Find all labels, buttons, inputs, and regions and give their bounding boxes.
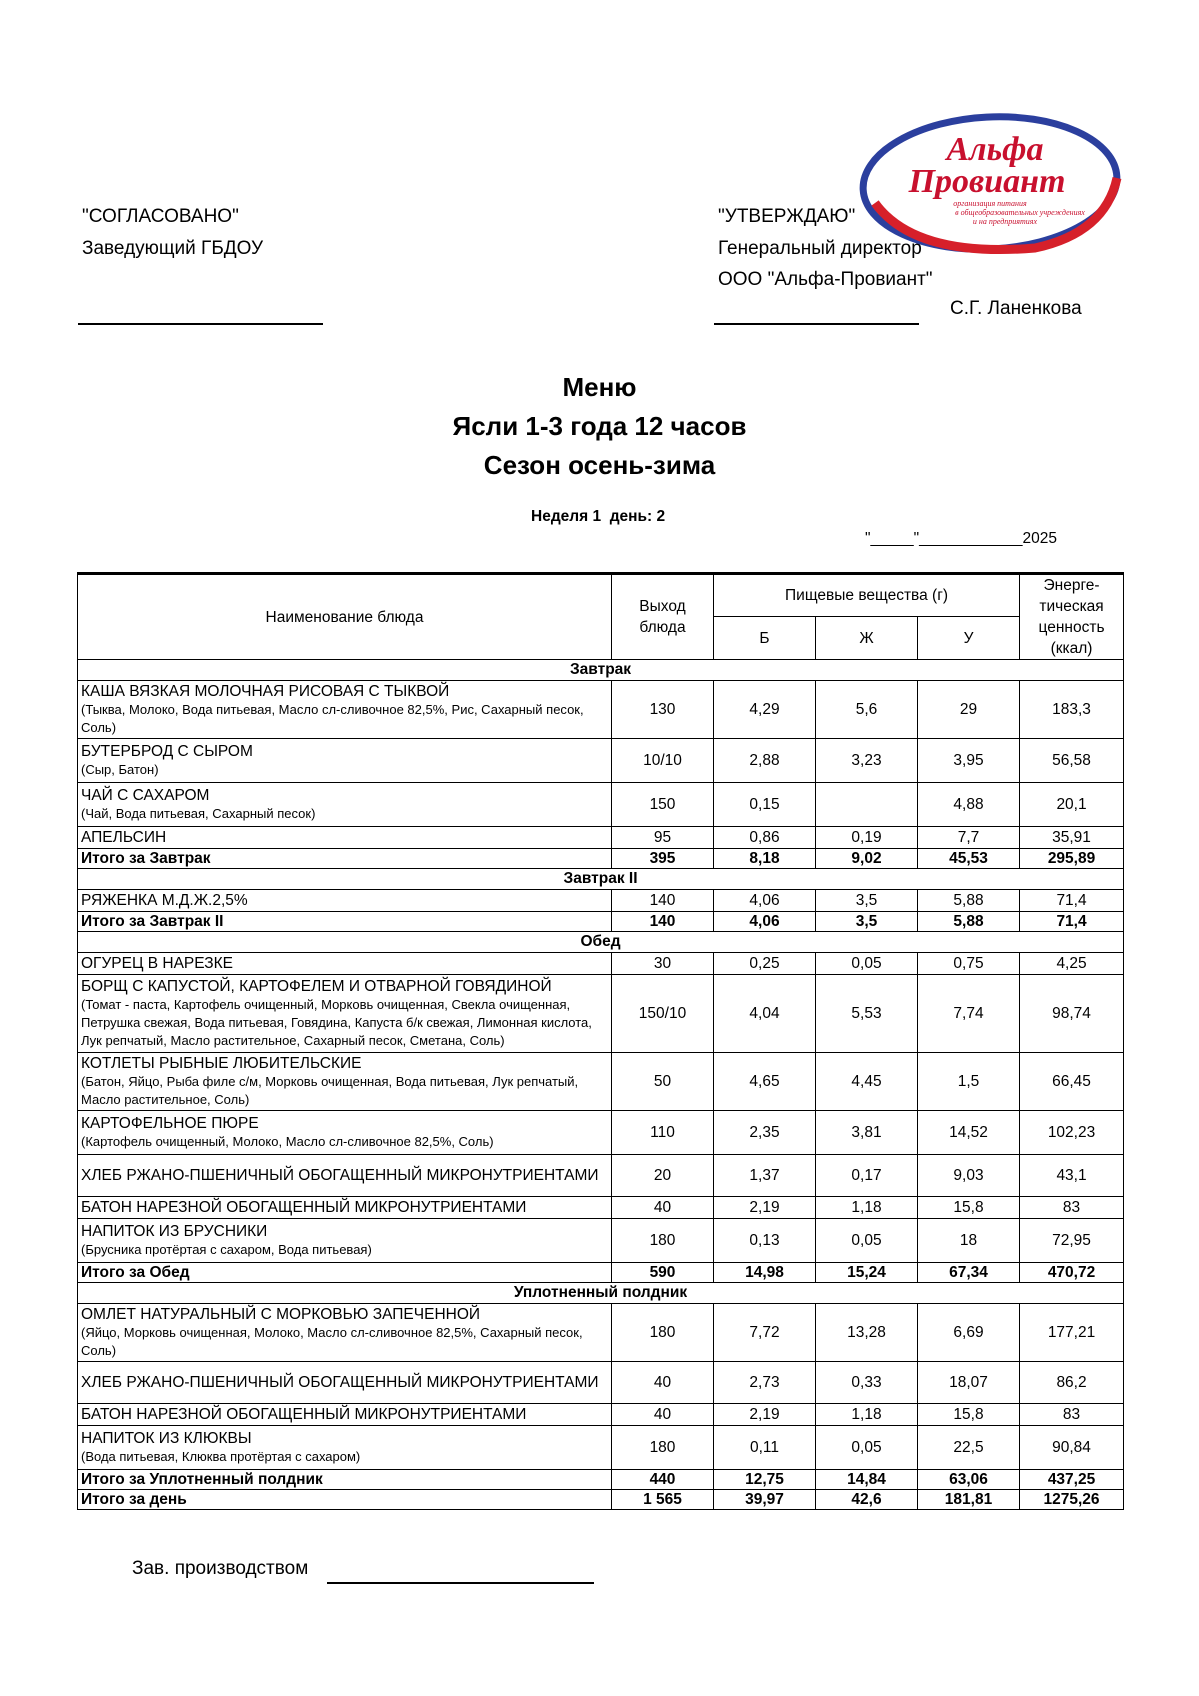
total-u: 5,88 <box>918 912 1020 932</box>
header-yield: Выход блюда <box>612 574 714 660</box>
total-kcal: 470,72 <box>1020 1263 1124 1283</box>
dish-name: ХЛЕБ РЖАНО-ПШЕНИЧНЫЙ ОБОГАЩЕННЫЙ МИКРОНУТРИЕНТАМИ <box>81 1374 599 1391</box>
dish-name: НАПИТОК ИЗ БРУСНИКИ <box>81 1223 268 1240</box>
date-line: "_____"____________2025 <box>865 530 1058 547</box>
dish-u: 3,95 <box>918 739 1020 783</box>
approval-left-position: Заведующий ГБДОУ <box>82 238 264 259</box>
dish-cell <box>78 1197 612 1219</box>
header-nutrients: Пищевые вещества (г) <box>714 574 1020 617</box>
dish-name: КАША ВЯЗКАЯ МОЛОЧНАЯ РИСОВАЯ С ТЫКВОЙ <box>81 683 450 700</box>
dish-name: НАПИТОК ИЗ КЛЮКВЫ <box>81 1430 252 1447</box>
section-header-row <box>78 932 1124 953</box>
dish-cell <box>78 783 612 827</box>
dish-u: 9,03 <box>918 1155 1020 1197</box>
dish-yield: 150/10 <box>612 975 714 1053</box>
day-total-row <box>78 1490 1124 1510</box>
section-total-row <box>78 849 1124 869</box>
header-carbs: У <box>918 617 1020 660</box>
dish-b: 2,19 <box>714 1404 816 1426</box>
dish-row <box>78 1155 1124 1197</box>
dish-zh: 1,18 <box>816 1197 918 1219</box>
dish-kcal: 98,74 <box>1020 975 1124 1053</box>
dish-zh: 0,05 <box>816 953 918 975</box>
dish-cell <box>78 1426 612 1470</box>
dish-b: 1,37 <box>714 1155 816 1197</box>
logo-tagline1: организация питания <box>953 199 1027 208</box>
total-label: Итого за Завтрак <box>78 849 612 869</box>
dish-b: 2,73 <box>714 1362 816 1404</box>
dish-ingredients: (Вода питьевая, Клюква протёртая с сахаром) <box>81 1449 361 1464</box>
dish-row <box>78 1404 1124 1426</box>
total-label: Итого за Уплотненный полдник <box>78 1470 612 1490</box>
total-b: 14,98 <box>714 1263 816 1283</box>
header-energy: Энерге-тическая ценность (ккал) <box>1020 574 1124 660</box>
header-dish-name: Наименование блюда <box>78 574 612 660</box>
dish-b: 2,19 <box>714 1197 816 1219</box>
dish-b: 4,06 <box>714 890 816 912</box>
dish-kcal: 71,4 <box>1020 890 1124 912</box>
dish-yield: 40 <box>612 1362 714 1404</box>
dish-u: 7,7 <box>918 827 1020 849</box>
menu-table-body <box>78 660 1124 1510</box>
dish-u: 15,8 <box>918 1404 1020 1426</box>
dish-name: КАРТОФЕЛЬНОЕ ПЮРЕ <box>81 1115 259 1132</box>
total-kcal: 71,4 <box>1020 912 1124 932</box>
dish-row <box>78 1219 1124 1263</box>
section-header-row <box>78 869 1124 890</box>
section-header-row <box>78 660 1124 681</box>
dish-zh: 3,81 <box>816 1111 918 1155</box>
dish-yield: 140 <box>612 890 714 912</box>
logo-tagline3: и на предприятиях <box>972 217 1038 226</box>
dish-row <box>78 975 1124 1053</box>
dish-cell <box>78 890 612 912</box>
dish-name: БОРЩ С КАПУСТОЙ, КАРТОФЕЛЕМ И ОТВАРНОЙ ГОВЯДИНОЙ <box>81 978 552 995</box>
dish-cell <box>78 1404 612 1426</box>
dish-b: 0,13 <box>714 1219 816 1263</box>
dish-ingredients: (Брусника протёртая с сахаром, Вода питьевая) <box>81 1242 372 1257</box>
dish-cell <box>78 1304 612 1362</box>
company-logo <box>855 108 1125 258</box>
dish-b: 0,86 <box>714 827 816 849</box>
dish-cell <box>78 975 612 1053</box>
total-yield: 395 <box>612 849 714 869</box>
dish-name: ХЛЕБ РЖАНО-ПШЕНИЧНЫЙ ОБОГАЩЕННЫЙ МИКРОНУТРИЕНТАМИ <box>81 1167 599 1184</box>
total-u: 45,53 <box>918 849 1020 869</box>
section-header-row <box>78 1283 1124 1304</box>
dish-zh: 1,18 <box>816 1404 918 1426</box>
dish-yield: 40 <box>612 1404 714 1426</box>
header-fat: Ж <box>816 617 918 660</box>
total-yield: 140 <box>612 912 714 932</box>
section-title: Уплотненный полдник <box>78 1283 1124 1304</box>
dish-zh: 0,33 <box>816 1362 918 1404</box>
dish-b: 0,15 <box>714 783 816 827</box>
dish-zh: 4,45 <box>816 1053 918 1111</box>
dish-kcal: 35,91 <box>1020 827 1124 849</box>
dish-u: 6,69 <box>918 1304 1020 1362</box>
day-total-zh: 42,6 <box>816 1490 918 1510</box>
dish-kcal: 66,45 <box>1020 1053 1124 1111</box>
total-b: 8,18 <box>714 849 816 869</box>
total-kcal: 437,25 <box>1020 1470 1124 1490</box>
dish-cell <box>78 827 612 849</box>
dish-row <box>78 1197 1124 1219</box>
dish-zh: 0,17 <box>816 1155 918 1197</box>
logo-tagline2: в общеобразовательных учреждениях <box>955 208 1085 217</box>
dish-yield: 30 <box>612 953 714 975</box>
dish-ingredients: (Батон, Яйцо, Рыба филе с/м, Морковь очищенная, Вода питьевая, Лук репчатый, Масло растительное, Соль) <box>81 1074 579 1107</box>
dish-row <box>78 1304 1124 1362</box>
dish-cell <box>78 1219 612 1263</box>
dish-u: 18 <box>918 1219 1020 1263</box>
dish-kcal: 43,1 <box>1020 1155 1124 1197</box>
total-b: 12,75 <box>714 1470 816 1490</box>
dish-row <box>78 739 1124 783</box>
dish-b: 2,88 <box>714 739 816 783</box>
approval-right-position: Генеральный директор <box>718 238 922 259</box>
dish-kcal: 4,25 <box>1020 953 1124 975</box>
section-total-row <box>78 1470 1124 1490</box>
dish-u: 5,88 <box>918 890 1020 912</box>
day-total-label: Итого за день <box>78 1490 612 1510</box>
dish-cell <box>78 739 612 783</box>
dish-yield: 20 <box>612 1155 714 1197</box>
dish-u: 14,52 <box>918 1111 1020 1155</box>
dish-name: ОГУРЕЦ В НАРЕЗКЕ <box>81 955 233 972</box>
dish-row <box>78 1111 1124 1155</box>
dish-kcal: 20,1 <box>1020 783 1124 827</box>
dish-kcal: 102,23 <box>1020 1111 1124 1155</box>
dish-name: ОМЛЕТ НАТУРАЛЬНЫЙ С МОРКОВЬЮ ЗАПЕЧЕННОЙ <box>81 1306 481 1323</box>
dish-yield: 130 <box>612 681 714 739</box>
dish-row <box>78 827 1124 849</box>
dish-zh: 13,28 <box>816 1304 918 1362</box>
dish-b: 0,25 <box>714 953 816 975</box>
dish-name: АПЕЛЬСИН <box>81 829 167 846</box>
day-total-u: 181,81 <box>918 1490 1020 1510</box>
dish-yield: 110 <box>612 1111 714 1155</box>
dish-b: 0,11 <box>714 1426 816 1470</box>
section-total-row <box>78 912 1124 932</box>
title-line2: Ясли 1-3 года 12 часов <box>452 411 747 441</box>
dish-b: 4,65 <box>714 1053 816 1111</box>
dish-cell <box>78 1053 612 1111</box>
dish-name: БУТЕРБРОД С СЫРОМ <box>81 743 253 760</box>
day-total-b: 39,97 <box>714 1490 816 1510</box>
dish-yield: 50 <box>612 1053 714 1111</box>
dish-b: 4,29 <box>714 681 816 739</box>
dish-ingredients: (Картофель очищенный, Молоко, Масло сл-сливочное 82,5%, Соль) <box>81 1134 494 1149</box>
dish-name: КОТЛЕТЫ РЫБНЫЕ ЛЮБИТЕЛЬСКИЕ <box>81 1055 362 1072</box>
dish-kcal: 83 <box>1020 1404 1124 1426</box>
footer-label: Зав. производством <box>132 1558 309 1579</box>
day-total-yield: 1 565 <box>612 1490 714 1510</box>
week-day-label: Неделя 1 день: 2 <box>531 508 666 525</box>
dish-b: 4,04 <box>714 975 816 1053</box>
dish-zh: 0,19 <box>816 827 918 849</box>
dish-kcal: 90,84 <box>1020 1426 1124 1470</box>
logo-name-line1: Альфа <box>946 131 1044 168</box>
total-u: 63,06 <box>918 1470 1020 1490</box>
day-total-kcal: 1275,26 <box>1020 1490 1124 1510</box>
dish-kcal: 86,2 <box>1020 1362 1124 1404</box>
dish-row <box>78 890 1124 912</box>
dish-row <box>78 681 1124 739</box>
dish-row <box>78 953 1124 975</box>
dish-cell <box>78 1155 612 1197</box>
title-line1: Меню <box>562 372 637 402</box>
dish-zh: 0,05 <box>816 1219 918 1263</box>
dish-cell <box>78 1362 612 1404</box>
dish-kcal: 56,58 <box>1020 739 1124 783</box>
dish-yield: 10/10 <box>612 739 714 783</box>
total-zh: 3,5 <box>816 912 918 932</box>
header-protein: Б <box>714 617 816 660</box>
approval-left-signature-line <box>78 323 323 325</box>
dish-yield: 40 <box>612 1197 714 1219</box>
total-label: Итого за Обед <box>78 1263 612 1283</box>
dish-u: 29 <box>918 681 1020 739</box>
dish-zh: 3,23 <box>816 739 918 783</box>
dish-row <box>78 1426 1124 1470</box>
dish-zh: 0,05 <box>816 1426 918 1470</box>
dish-zh: 5,6 <box>816 681 918 739</box>
section-title: Завтрак <box>78 660 1124 681</box>
dish-b: 7,72 <box>714 1304 816 1362</box>
dish-yield: 95 <box>612 827 714 849</box>
title-line3: Сезон осень-зима <box>483 450 716 480</box>
dish-yield: 180 <box>612 1304 714 1362</box>
approval-right-signature-line <box>714 323 919 325</box>
dish-kcal: 183,3 <box>1020 681 1124 739</box>
total-b: 4,06 <box>714 912 816 932</box>
total-yield: 440 <box>612 1470 714 1490</box>
dish-u: 18,07 <box>918 1362 1020 1404</box>
dish-ingredients: (Чай, Вода питьевая, Сахарный песок) <box>81 806 316 821</box>
total-yield: 590 <box>612 1263 714 1283</box>
dish-ingredients: (Томат - паста, Картофель очищенный, Морковь очищенная, Свекла очищенная, Петрушка свежая, Вода питьевая, Говядина, Капуста б/к свежая, Лимонная кислота, Лук репчатый, Масло растительное, Сахарный песок, Сметана, Соль) <box>81 997 592 1048</box>
dish-u: 0,75 <box>918 953 1020 975</box>
dish-name: ЧАЙ С САХАРОМ <box>81 787 210 804</box>
dish-row <box>78 1053 1124 1111</box>
dish-kcal: 83 <box>1020 1197 1124 1219</box>
footer-signature-line <box>327 1582 594 1584</box>
dish-kcal: 72,95 <box>1020 1219 1124 1263</box>
dish-yield: 180 <box>612 1219 714 1263</box>
dish-name: БАТОН НАРЕЗНОЙ ОБОГАЩЕННЫЙ МИКРОНУТРИЕНТАМИ <box>81 1406 527 1423</box>
dish-yield: 180 <box>612 1426 714 1470</box>
dish-u: 7,74 <box>918 975 1020 1053</box>
dish-row <box>78 1362 1124 1404</box>
dish-u: 15,8 <box>918 1197 1020 1219</box>
menu-table <box>77 572 1124 1510</box>
dish-row <box>78 783 1124 827</box>
dish-name: БАТОН НАРЕЗНОЙ ОБОГАЩЕННЫЙ МИКРОНУТРИЕНТАМИ <box>81 1199 527 1216</box>
dish-cell <box>78 681 612 739</box>
total-kcal: 295,89 <box>1020 849 1124 869</box>
total-label: Итого за Завтрак II <box>78 912 612 932</box>
dish-ingredients: (Тыква, Молоко, Вода питьевая, Масло сл-сливочное 82,5%, Рис, Сахарный песок, Соль) <box>81 702 584 735</box>
logo-name-line2: Провиант <box>908 163 1066 200</box>
dish-u: 1,5 <box>918 1053 1020 1111</box>
dish-kcal: 177,21 <box>1020 1304 1124 1362</box>
approval-left-title: "СОГЛАСОВАНО" <box>82 206 239 227</box>
section-title: Обед <box>78 932 1124 953</box>
dish-ingredients: (Сыр, Батон) <box>81 762 159 777</box>
dish-zh <box>816 783 918 827</box>
dish-zh: 3,5 <box>816 890 918 912</box>
dish-zh: 5,53 <box>816 975 918 1053</box>
dish-b: 2,35 <box>714 1111 816 1155</box>
total-u: 67,34 <box>918 1263 1020 1283</box>
section-total-row <box>78 1263 1124 1283</box>
dish-yield: 150 <box>612 783 714 827</box>
dish-u: 22,5 <box>918 1426 1020 1470</box>
section-title: Завтрак II <box>78 869 1124 890</box>
dish-cell <box>78 953 612 975</box>
dish-u: 4,88 <box>918 783 1020 827</box>
total-zh: 14,84 <box>816 1470 918 1490</box>
approval-right-company: ООО "Альфа-Провиант" <box>718 269 933 290</box>
dish-cell <box>78 1111 612 1155</box>
dish-ingredients: (Яйцо, Морковь очищенная, Молоко, Масло сл-сливочное 82,5%, Сахарный песок, Соль) <box>81 1325 583 1358</box>
dish-name: РЯЖЕНКА М.Д.Ж.2,5% <box>81 892 248 909</box>
total-zh: 9,02 <box>816 849 918 869</box>
approval-right-title: "УТВЕРЖДАЮ" <box>718 206 856 227</box>
total-zh: 15,24 <box>816 1263 918 1283</box>
approval-right-signer: С.Г. Ланенкова <box>950 298 1082 319</box>
